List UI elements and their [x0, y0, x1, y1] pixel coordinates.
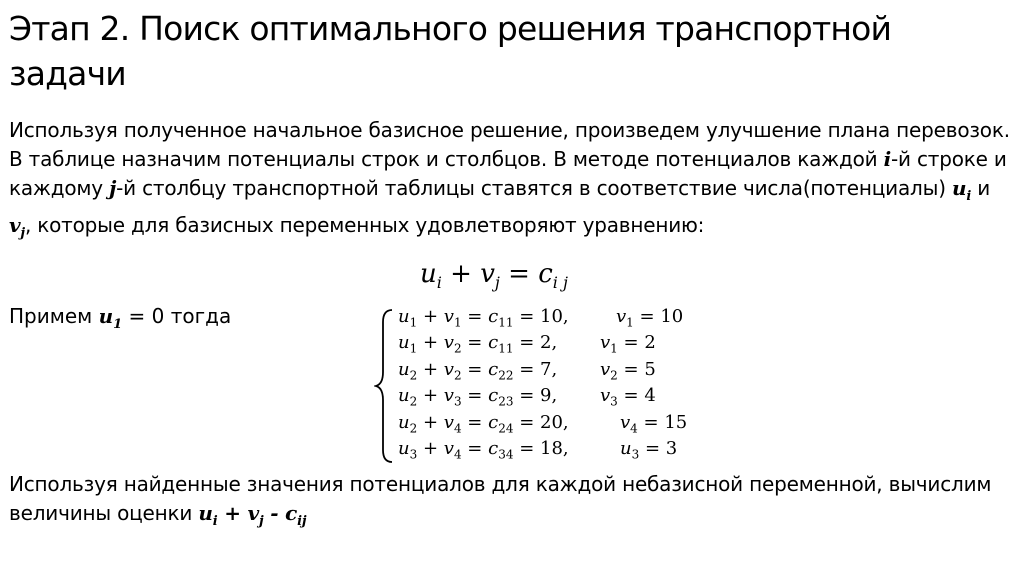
eq-equals: = — [513, 358, 541, 380]
eq-u-sub: 2 — [409, 394, 418, 409]
result-equals: = — [617, 332, 645, 354]
intro-var-u — [951, 176, 972, 204]
result-var-sub: 2 — [610, 368, 618, 383]
eq-u-sub: 2 — [409, 368, 418, 383]
eq-equals: = — [461, 411, 489, 433]
eq-c: c — [488, 358, 499, 380]
left-brace — [374, 308, 396, 464]
closing-minus: - — [263, 501, 286, 525]
eq-v-sub: 3 — [453, 394, 462, 409]
equation-row — [398, 410, 708, 436]
equation-lhs — [398, 436, 569, 468]
eq-value: 9 — [540, 385, 552, 407]
eq-plus: + — [417, 411, 444, 433]
eq-u-sub: 1 — [409, 315, 418, 330]
intro-var-v — [9, 213, 25, 241]
eq-equals: = — [461, 385, 489, 407]
result-var-sub: 1 — [610, 341, 618, 356]
intro-var-j: j — [109, 176, 117, 200]
eq-v: v — [443, 437, 454, 459]
assume-line — [9, 302, 231, 339]
intro-var-v-letter: v — [9, 213, 21, 237]
eq-c: c — [488, 306, 499, 327]
intro-text-1: Используя полученное начальное базисное решение, произведем улучшение плана перевозок. В таблице назначим потенциалы строк и столбцов. В методе потенциалов каждой — [9, 118, 1010, 171]
eq-u: u — [398, 385, 410, 407]
eq-equals: = — [461, 306, 489, 327]
eq-v: v — [443, 411, 454, 433]
closing-var-u-sub: i — [212, 514, 218, 529]
formula-u-sub: i — [436, 273, 442, 293]
assume-var-sub: 1 — [113, 317, 123, 332]
eq-equals: = — [513, 332, 541, 354]
result-value: 5 — [644, 358, 656, 380]
eq-v: v — [443, 332, 454, 354]
eq-c-sub: 22 — [498, 368, 514, 383]
formula-c: c — [538, 259, 553, 289]
result-var: v — [600, 385, 611, 407]
eq-value: 7 — [540, 358, 552, 380]
result-equals: = — [637, 411, 665, 433]
formula-u: u — [420, 259, 437, 289]
result-value: 15 — [664, 411, 688, 433]
eq-plus: + — [417, 358, 444, 380]
result-equals: = — [633, 306, 661, 327]
eq-v: v — [443, 358, 454, 380]
eq-plus: + — [417, 306, 444, 327]
result-equals: = — [617, 358, 645, 380]
eq-plus: + — [417, 437, 444, 459]
eq-c-sub: 34 — [498, 447, 514, 462]
equation-result — [620, 436, 677, 468]
closing-text: Используя найденные значения потенциалов для каждой небазисной переменной, вычислим величины оценки — [9, 472, 992, 525]
assume-prefix: Примем — [9, 304, 99, 328]
eq-value: 18 — [540, 437, 563, 459]
eq-equals: = — [513, 437, 541, 459]
result-value: 3 — [665, 437, 678, 459]
eq-u-sub: 3 — [409, 447, 418, 462]
result-var-sub: 3 — [631, 447, 640, 462]
eq-v-sub: 4 — [453, 447, 462, 462]
intro-var-u-letter: u — [951, 176, 967, 200]
result-var: u — [620, 437, 632, 459]
assume-suffix: = 0 тогда — [122, 304, 232, 328]
intro-and: и — [971, 176, 991, 200]
closing-var-u — [198, 501, 218, 529]
result-value: 10 — [660, 306, 684, 327]
eq-comma: , — [562, 306, 569, 327]
formula-plus: + — [441, 259, 481, 289]
intro-text-4: , которые для базисных переменных удовлетворяют уравнению: — [24, 213, 705, 237]
eq-c: c — [488, 411, 499, 433]
result-var-sub: 3 — [610, 394, 618, 409]
eq-v-sub: 4 — [453, 421, 462, 436]
eq-value: 20 — [540, 411, 563, 433]
eq-u: u — [398, 358, 410, 380]
eq-value: 10 — [540, 306, 563, 327]
eq-u-sub: 2 — [409, 421, 418, 436]
closing-var-u-letter: u — [198, 501, 213, 525]
result-var: v — [620, 411, 631, 433]
eq-c-sub: 11 — [498, 341, 514, 356]
eq-v: v — [443, 385, 454, 407]
intro-var-i: i — [883, 147, 892, 171]
closing-paragraph — [9, 470, 1014, 536]
eq-plus: + — [417, 385, 444, 407]
closing-plus: + — [217, 501, 248, 525]
eq-u: u — [398, 437, 410, 459]
result-value: 2 — [644, 332, 656, 354]
intro-var-u-sub: i — [966, 189, 972, 204]
eq-comma: , — [551, 332, 558, 354]
eq-v: v — [443, 306, 454, 327]
main-formula — [420, 258, 568, 299]
eq-comma: , — [562, 411, 569, 433]
formula-eq: = — [499, 259, 539, 289]
eq-plus: + — [417, 332, 444, 354]
equation-row — [398, 436, 708, 462]
result-var: v — [600, 358, 611, 380]
eq-u-sub: 1 — [409, 341, 418, 356]
equation-row — [398, 330, 708, 356]
result-var-sub: 4 — [630, 421, 638, 436]
closing-var-c-sub: ij — [297, 514, 307, 529]
equation-list — [398, 304, 708, 462]
closing-var-c-letter: c — [285, 501, 298, 525]
intro-text-2: -й строке и каждому — [9, 147, 1007, 200]
eq-c: c — [488, 385, 499, 407]
eq-u: u — [398, 306, 410, 327]
eq-c-sub: 24 — [498, 421, 514, 436]
eq-equals: = — [461, 437, 489, 459]
eq-c-sub: 23 — [498, 394, 514, 409]
eq-equals: = — [461, 332, 489, 354]
intro-paragraph — [9, 116, 1014, 248]
eq-u: u — [398, 411, 410, 433]
equation-row — [398, 357, 708, 383]
closing-var-v-sub: j — [259, 514, 264, 529]
assume-var — [98, 304, 123, 332]
eq-value: 2 — [540, 332, 552, 354]
eq-equals: = — [513, 385, 541, 407]
result-value: 4 — [644, 385, 656, 407]
eq-comma: , — [562, 437, 569, 459]
eq-v-sub: 1 — [453, 315, 462, 330]
eq-c-sub: 11 — [498, 315, 514, 330]
eq-equals: = — [461, 358, 489, 380]
result-var: v — [600, 332, 611, 354]
eq-u: u — [398, 332, 410, 354]
result-equals: = — [617, 385, 645, 407]
closing-var-v-letter: v — [247, 501, 259, 525]
result-equals: = — [639, 437, 666, 459]
closing-var-v — [247, 501, 264, 529]
eq-c: c — [488, 332, 499, 354]
intro-var-v-sub: j — [20, 226, 25, 241]
formula-v-sub: j — [494, 273, 500, 293]
eq-comma: , — [551, 385, 558, 407]
result-var: v — [616, 306, 627, 327]
slide-title: Этап 2. Поиск оптимального решения транспортной задачи — [9, 9, 892, 93]
formula-c-sub: i j — [552, 273, 568, 293]
eq-comma: , — [551, 358, 558, 380]
equation-system — [374, 304, 704, 466]
eq-v-sub: 2 — [453, 368, 462, 383]
eq-equals: = — [513, 306, 541, 327]
eq-v-sub: 2 — [453, 341, 462, 356]
eq-equals: = — [513, 411, 541, 433]
intro-text-3: -й столбцу транспортной таблицы ставятся в соответствие числа(потенциалы) — [116, 176, 952, 200]
eq-c: c — [488, 437, 499, 459]
closing-var-c — [285, 501, 307, 529]
equation-row — [398, 383, 708, 409]
formula-v: v — [480, 259, 495, 289]
equation-row — [398, 304, 708, 330]
result-var-sub: 1 — [626, 315, 634, 330]
assume-var-letter: u — [98, 304, 114, 328]
